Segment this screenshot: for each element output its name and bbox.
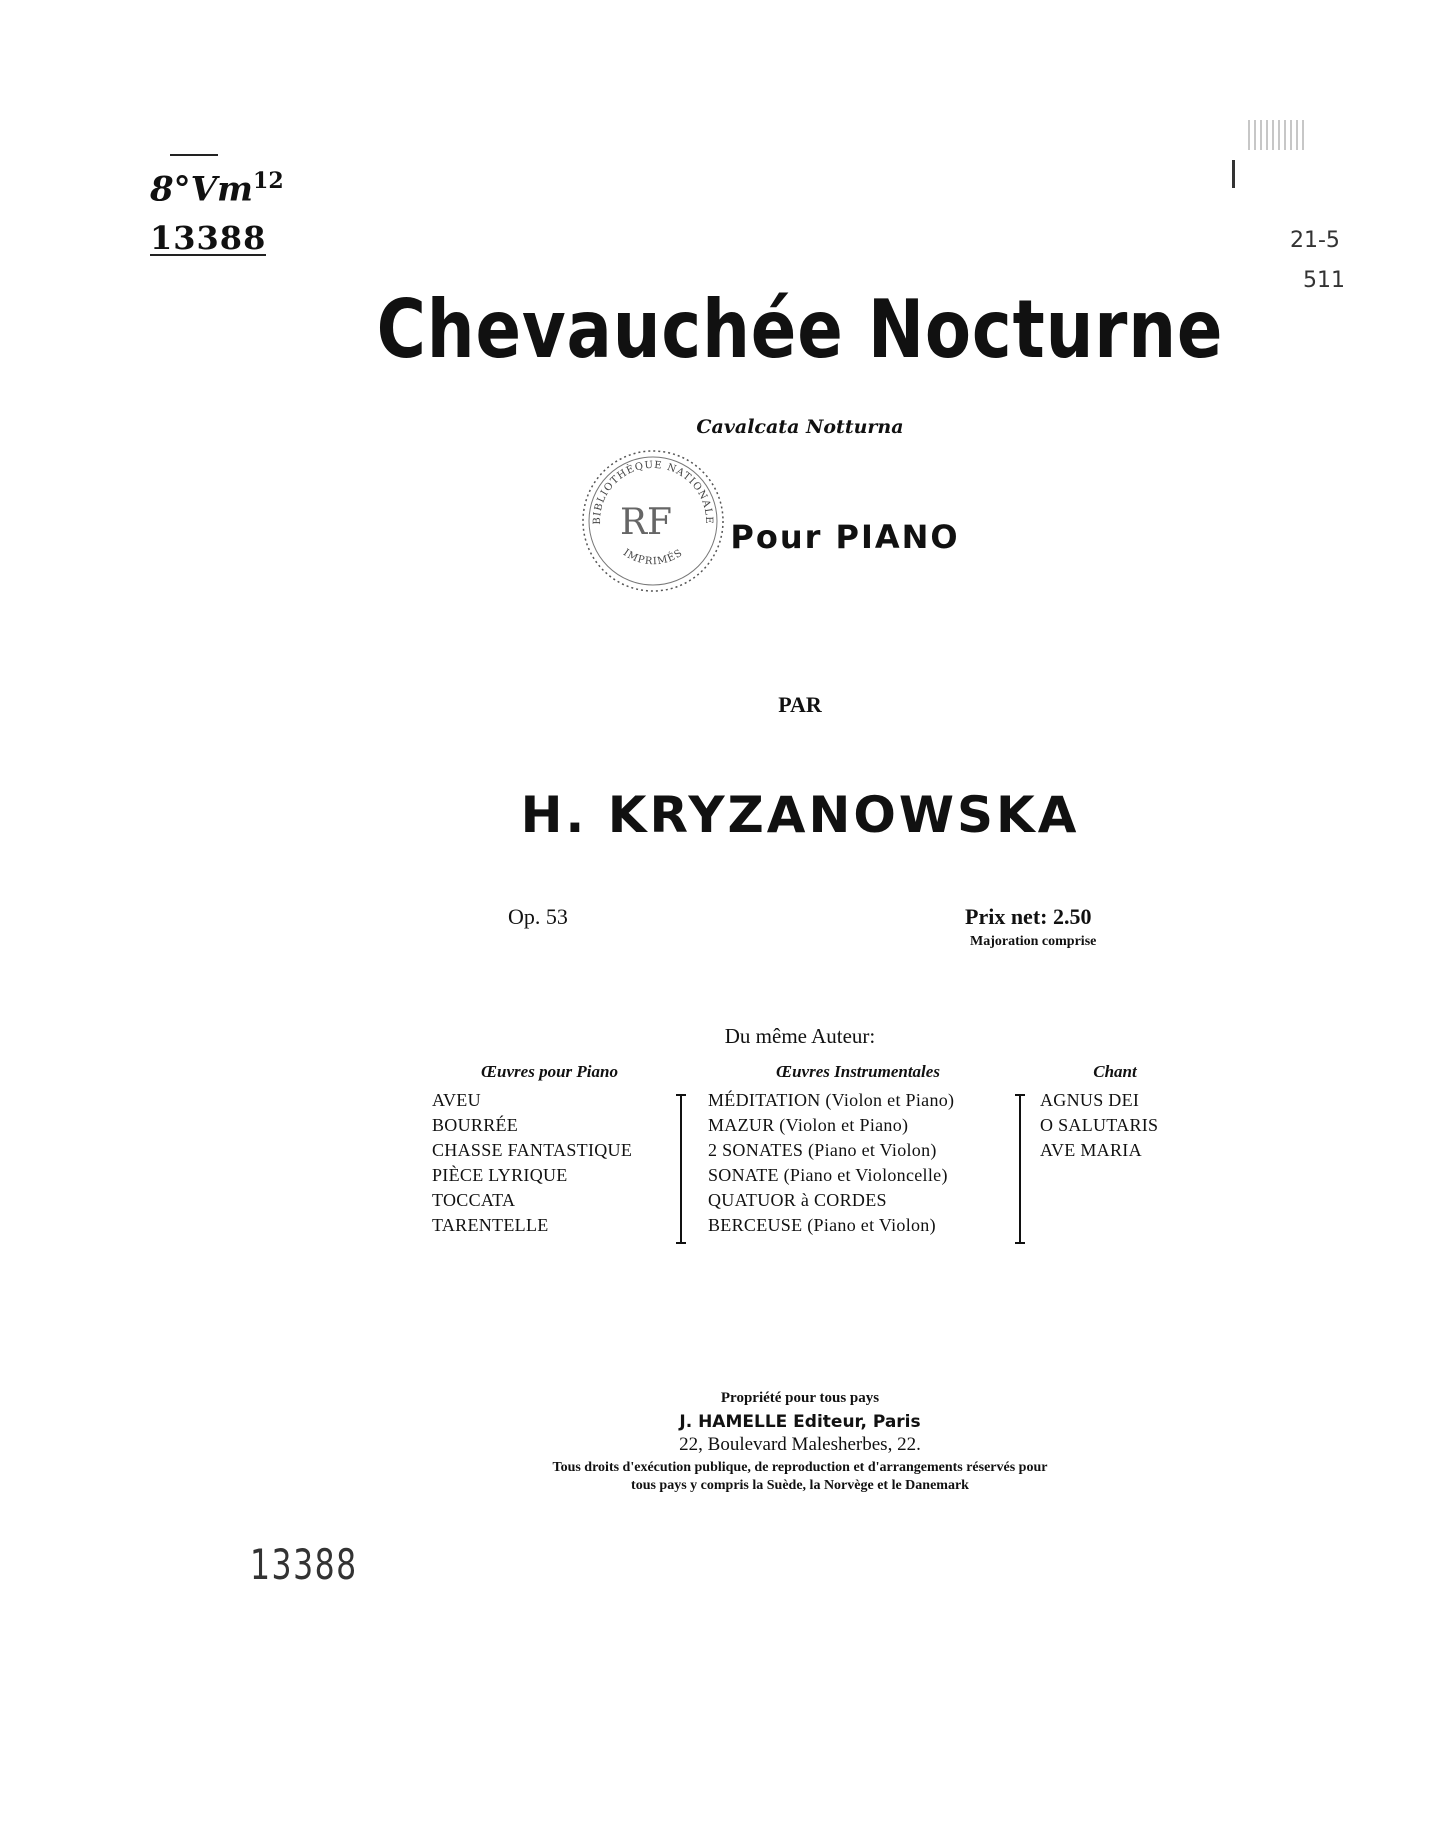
list-item: MÉDITATION (Violon et Piano)	[708, 1090, 955, 1110]
works-instrumental-heading: Œuvres Instrumentales	[776, 1062, 940, 1081]
list-item: O SALUTARIS	[1040, 1115, 1159, 1135]
opus-number: Op. 53	[508, 904, 568, 929]
list-item: CHASSE FANTASTIQUE	[432, 1140, 633, 1160]
list-item: AVEU	[432, 1090, 481, 1110]
stamp-ring-top: BIBLIOTHÈQUE NATIONALE	[591, 459, 715, 525]
publisher-legal-1: Tous droits d'exécution publique, de reproduction et d'arrangements réservés pour	[552, 1460, 1048, 1475]
margin-note-top-right-2: 511	[1303, 268, 1345, 293]
list-item: TOCCATA	[432, 1190, 516, 1210]
works-chant-list	[1040, 1088, 1190, 1163]
works-piano-heading: Œuvres pour Piano	[481, 1062, 618, 1081]
publisher-legal-2: tous pays y compris la Suède, la Norvège et le Danemark	[631, 1478, 969, 1493]
corner-smudge	[1248, 120, 1306, 150]
list-item: BOURRÉE	[432, 1115, 519, 1135]
composer-name: H. KRYZANOWSKA	[520, 786, 1080, 844]
publisher-address: 22, Boulevard Malesherbes, 22.	[679, 1434, 921, 1455]
by-label: PAR	[778, 692, 822, 717]
publisher-rights: Propriété pour tous pays	[720, 1390, 880, 1406]
list-item: AVE MARIA	[1040, 1140, 1142, 1160]
page-subtitle: Cavalcata Notturna	[696, 416, 904, 438]
stamp-center: RF	[619, 502, 673, 543]
list-item: 2 SONATES (Piano et Violon)	[708, 1140, 937, 1160]
works-piano-list	[432, 1088, 667, 1238]
same-author-heading: Du même Auteur:	[724, 1024, 876, 1048]
publisher-name: J. HAMELLE Editeur, Paris	[679, 1412, 921, 1432]
shelf-mark	[150, 168, 284, 210]
column-divider-right	[1015, 1094, 1025, 1244]
list-item: SONATE (Piano et Violoncelle)	[708, 1165, 948, 1185]
list-item: MAZUR (Violon et Piano)	[708, 1115, 909, 1135]
works-chant-heading: Chant	[1093, 1062, 1137, 1081]
margin-note-top-right-1: 21-5	[1290, 228, 1340, 253]
works-piano-column	[432, 1062, 667, 1238]
page-title: Chevauchée Nocturne	[376, 283, 1224, 376]
price-note: Majoration comprise	[970, 934, 1097, 949]
works-instrumental-column	[708, 1062, 1008, 1238]
stamp-ring-bottom: IMPRIMÉS	[620, 547, 685, 568]
corner-tick	[1232, 160, 1235, 188]
list-item: TARENTELLE	[432, 1215, 549, 1235]
list-item: AGNUS DEI	[1040, 1090, 1140, 1110]
shelf-mark-prefix: 8°Vm	[150, 169, 254, 210]
list-item: PIÈCE LYRIQUE	[432, 1165, 568, 1185]
price: Prix net: 2.50	[965, 904, 1092, 929]
works-instrumental-list	[708, 1088, 1008, 1238]
shelf-mark-superscript: 12	[253, 168, 284, 194]
list-item: QUATUOR à CORDES	[708, 1190, 887, 1210]
shelf-mark-number: 13388	[150, 219, 267, 257]
margin-note-pencil-number: 13388	[250, 1540, 358, 1589]
list-item: BERCEUSE (Piano et Violon)	[708, 1215, 936, 1235]
works-chant-column	[1040, 1062, 1190, 1163]
instrument-line: Pour PIANO	[730, 518, 960, 556]
shelf-mark-rule	[170, 154, 218, 156]
column-divider-left	[676, 1094, 686, 1244]
